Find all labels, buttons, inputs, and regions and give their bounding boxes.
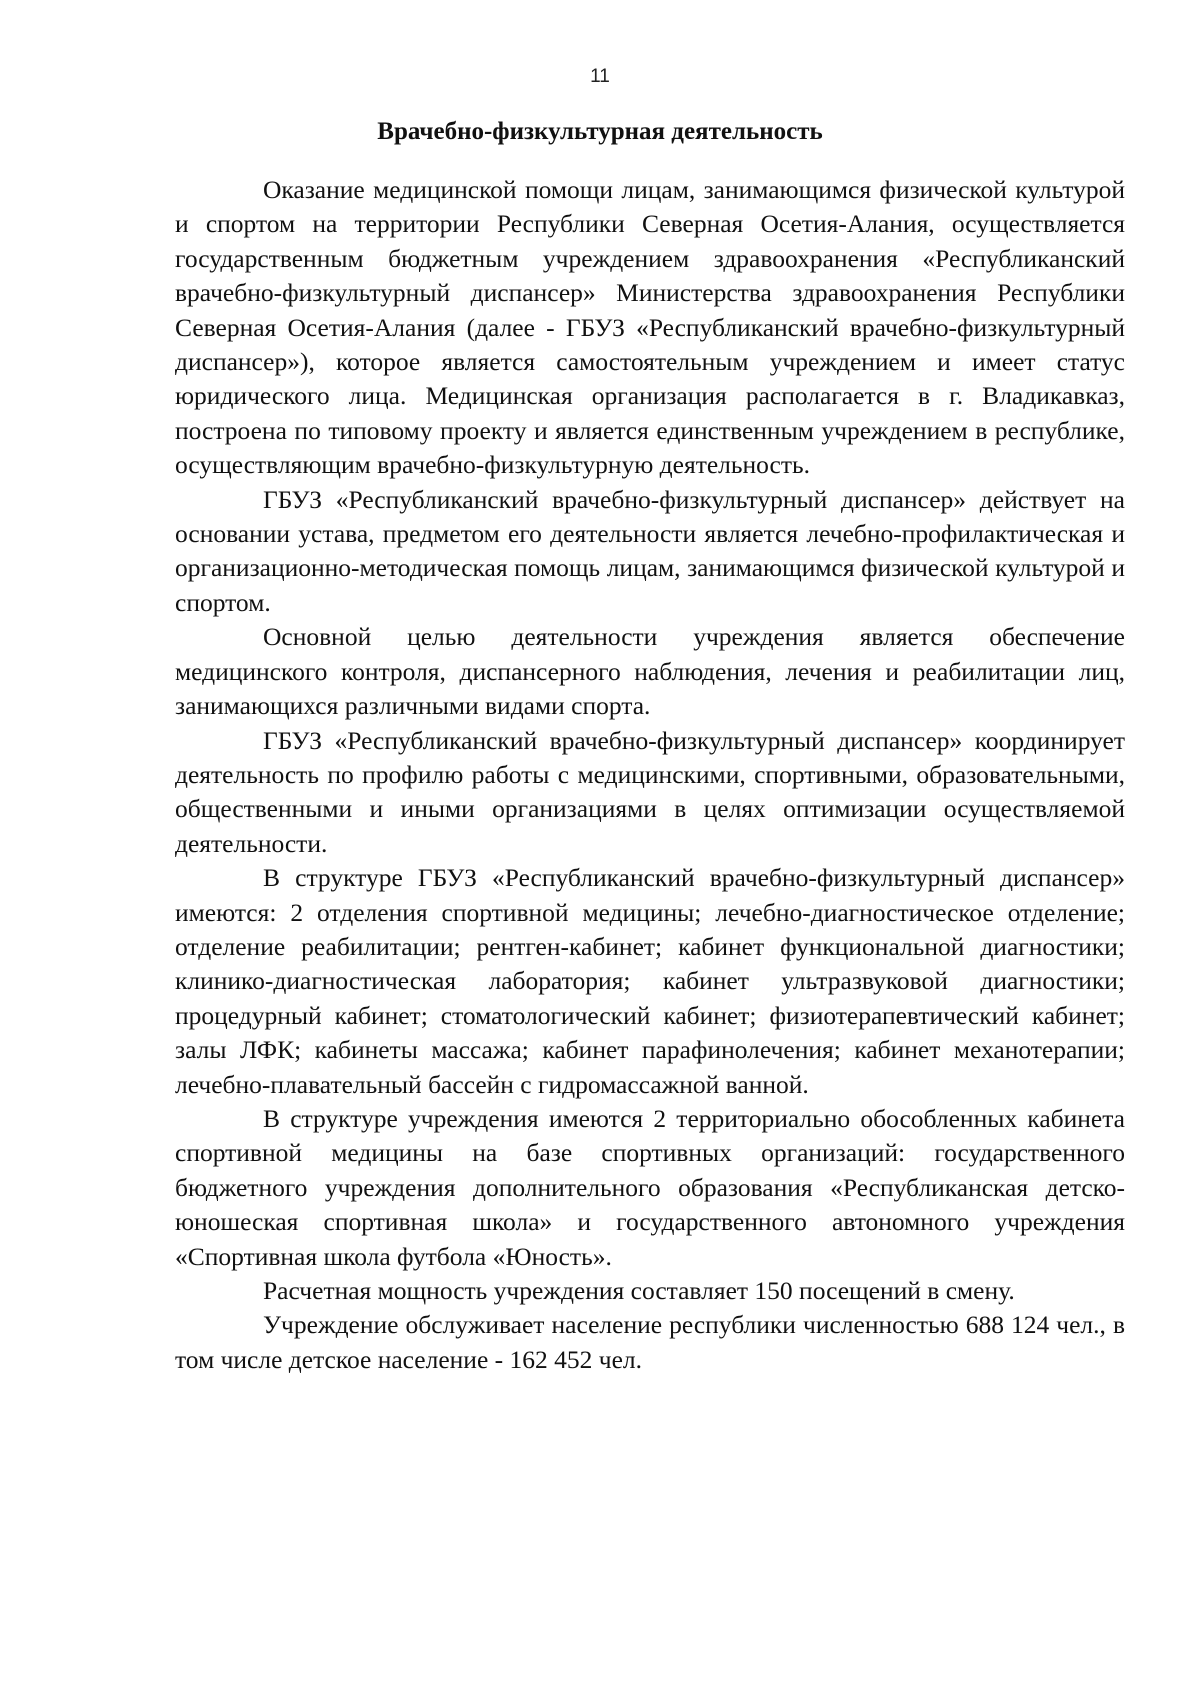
body-text: [175, 173, 1125, 1377]
paragraph-territorial-offices: В структуре учреждения имеются 2 территориально обособленных кабинета спортивной медицины на базе спортивных организаций: государственного бюджетного учреждения дополнительного образования «Республиканская детско-юношеская спортивная школа» и государственного автономного учреждения «Спортивная школа футбола «Юность».: [175, 1103, 1125, 1271]
paragraph-main-goal: Основной целью деятельности учреждения является обеспечение медицинского контроля, диспансерного наблюдения, лечения и реабилитации лиц, занимающихся различными видами спорта.: [175, 622, 1125, 721]
paragraph-medical-care-overview: Оказание медицинской помощи лицам, занимающимся физической культурой и спортом на территории Республики Северная Осетия-Алания, осуществляется государственным бюджетным учреждением здравоохранения «Республиканский врачебно-физкультурный диспансер» Министерства здравоохранения Республики Северная Осетия-Алания (далее - ГБУЗ «Республиканский врачебно-физкультурный диспансер»), которое является самостоятельным учреждением и имеет статус юридического лица. Медицинская организация располагается в г. Владикавказ, построена по типовому проекту и является единственным учреждением в республике, осуществляющим врачебно-физкультурную деятельность.: [175, 175, 1125, 480]
paragraph-population-served: Учреждение обслуживает население республики численностью 688 124 чел., в том числе детское население - 162 452 чел.: [175, 1310, 1125, 1374]
page-number: 11: [590, 66, 610, 87]
paragraph-charter-activity: ГБУЗ «Республиканский врачебно-физкультурный диспансер» действует на основании устава, предметом его деятельности является лечебно-профилактическая и организационно-методическая помощь лицам, занимающимся физической культурой и спортом.: [175, 484, 1125, 617]
paragraph-structure-departments: В структуре ГБУЗ «Республиканский врачебно-физкультурный диспансер» имеются: 2 отделения спортивной медицины; лечебно-диагностическое отделение; отделение реабилитации; рентген-кабинет; кабинет функциональной диагностики; клинико-диагностическая лаборатория; кабинет ультразвуковой диагностики; процедурный кабинет; стоматологический кабинет; физиотерапевтический кабинет; залы ЛФК; кабинеты массажа; кабинет парафинолечения; кабинет механотерапии; лечебно-плавательный бассейн с гидромассажной ванной.: [175, 863, 1125, 1099]
paragraph-capacity: Расчетная мощность учреждения составляет 150 посещений в смену.: [263, 1276, 1015, 1305]
section-title: Врачебно-физкультурная деятельность: [377, 118, 823, 145]
paragraph-coordination: ГБУЗ «Республиканский врачебно-физкультурный диспансер» координирует деятельность по профилю работы с медицинскими, спортивными, образовательными, общественными и иными организациями в целях оптимизации осуществляемой деятельности.: [175, 725, 1125, 858]
